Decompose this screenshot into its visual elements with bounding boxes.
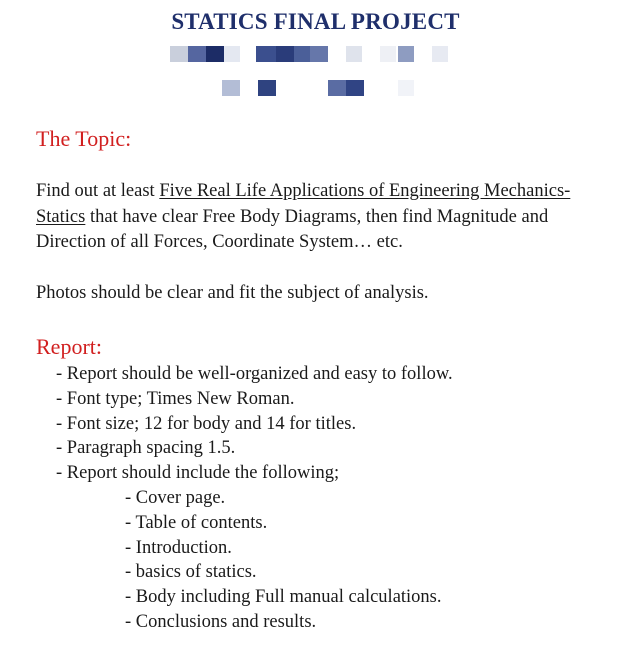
- photos-line: Photos should be clear and fit the subject of analysis.: [36, 283, 429, 303]
- list-item: - Introduction.: [125, 537, 232, 558]
- list-item: - Report should include the following;: [56, 463, 340, 484]
- list-item: - Font size; 12 for body and 14 for titles.: [56, 413, 357, 434]
- topic-paragraph-pre: Find out at least: [36, 181, 160, 201]
- topic-heading: The Topic:: [36, 126, 132, 151]
- redacted-author-info: [0, 0, 631, 110]
- list-item: - Paragraph spacing 1.5.: [56, 438, 236, 459]
- document-title: STATICS FINAL PROJECT: [171, 9, 460, 34]
- list-item: - Report should be well-organized and easy to follow.: [56, 364, 453, 384]
- list-item: - Cover page.: [125, 488, 226, 508]
- report-contents-list: [125, 486, 442, 635]
- topic-paragraph: [36, 179, 596, 256]
- topic-paragraph-post: that have clear Free Body Diagrams, then find Magnitude and Direction of all Forces, Coordinate System… etc.: [36, 206, 549, 252]
- topic-paragraph-underlined: Five Real Life Applications of Engineering Mechanics-Statics: [36, 181, 571, 227]
- report-heading: Report:: [36, 334, 102, 359]
- list-item: - Font type; Times New Roman.: [56, 388, 295, 409]
- list-item: - Conclusions and results.: [125, 611, 317, 632]
- list-item: - basics of statics.: [125, 562, 257, 583]
- list-item: - Table of contents.: [125, 512, 268, 533]
- report-requirements-list: [56, 362, 453, 486]
- list-item: - Body including Full manual calculations.: [125, 587, 442, 608]
